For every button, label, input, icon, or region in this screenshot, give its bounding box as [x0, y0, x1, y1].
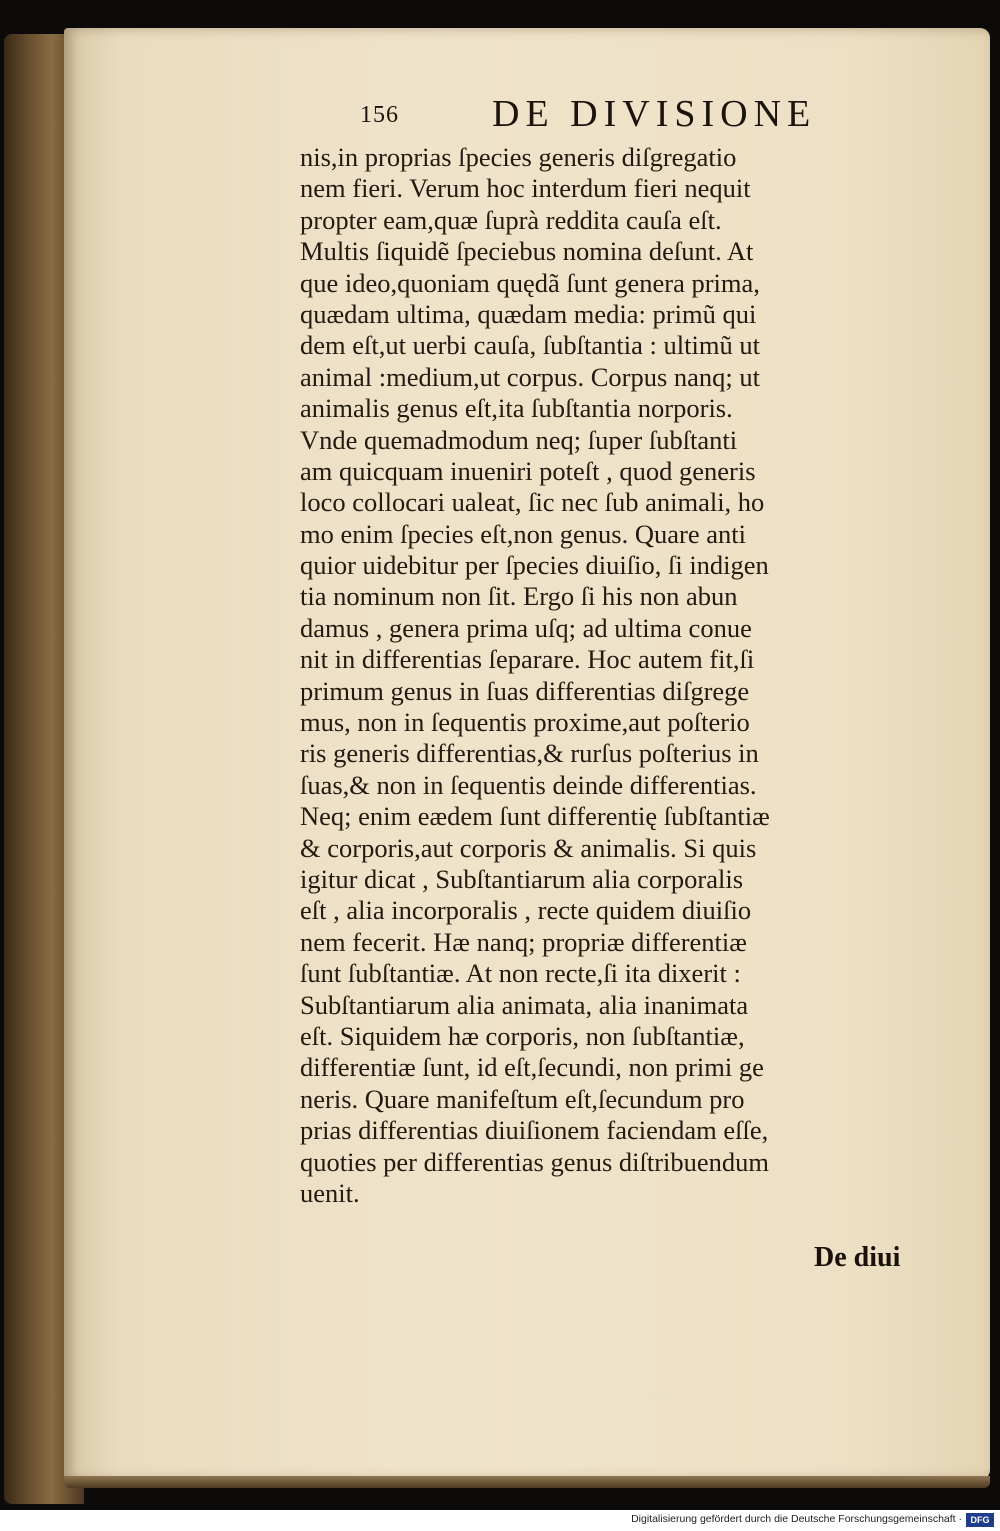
page-number: 156 — [360, 102, 399, 128]
text-line: nem fieri. Verum hoc interdum fieri nequit — [300, 173, 751, 204]
page-edge — [64, 1476, 990, 1488]
text-line: que ideo,quoniam quędã ſunt genera prima, — [300, 267, 760, 298]
catchword: De diui — [814, 1242, 901, 1273]
running-head-title: DE DIVISIONE — [492, 93, 817, 135]
text-line: animal :medium,ut corpus. Corpus nanq; ut — [300, 361, 761, 392]
text-line: uenit. — [300, 1177, 360, 1208]
text-line: ſuas,& non in ſequentis deinde differentias. — [300, 769, 757, 800]
text-line: nis,in proprias ſpecies generis diſgregatio — [300, 142, 737, 172]
text-line: damus , genera prima uſq; ad ultima conue — [300, 612, 752, 643]
text-line: am quicquam inueniri poteſt , quod generis — [300, 455, 756, 486]
text-line: eſt , alia incorporalis , recte quidem diuiſio — [300, 895, 752, 926]
text-line: ſunt ſubſtantiæ. At non recte,ſi ita dixerit : — [300, 958, 741, 989]
text-line: animalis genus eſt,ita ſubſtantia norporis. — [300, 393, 733, 424]
text-line: nit in differentias ſeparare. Hoc autem fit,ſi — [300, 644, 755, 675]
text-line: propter eam,quæ ſuprà reddita cauſa eſt. — [300, 204, 722, 235]
text-line: quoties per differentias genus diſtribuendum — [300, 1146, 770, 1177]
text-line: igitur dicat , Subſtantiarum alia corporalis — [300, 863, 744, 894]
text-line: differentiæ ſunt, id eſt,ſecundi, non primi ge — [300, 1052, 764, 1083]
dfg-logo-icon: DFG — [966, 1513, 994, 1527]
text-line: Neq; enim eædem ſunt differentię ſubſtantiæ — [300, 801, 770, 832]
text-line: dem eſt,ut uerbi cauſa, ſubſtantia : ultimũ ut — [300, 330, 760, 361]
text-line: Subſtantiarum alia animata, alia inanimata — [300, 989, 749, 1020]
funding-note: Digitalisierung gefördert durch die Deutsche Forschungsgemeinschaft · — [631, 1513, 962, 1525]
text-line: quior uidebitur per ſpecies diuiſio, ſi indigen — [300, 550, 769, 581]
text-line: ris generis differentias,& rurſus poſterius in — [300, 738, 759, 769]
text-line: loco collocari ualeat, ſic nec ſub animali, ho — [300, 487, 765, 518]
text-line: tia nominum non ſit. Ergo ſi his non abun — [300, 581, 738, 612]
text-line: Multis ſiquidẽ ſpeciebus nomina deſunt. At — [300, 236, 754, 267]
body-text — [300, 142, 970, 1209]
text-line: primum genus in ſuas differentias diſgrege — [300, 675, 750, 706]
text-line: eſt. Siquidem hæ corporis, non ſubſtantiæ, — [300, 1020, 745, 1051]
text-line: Vnde quemadmodum neq; ſuper ſubſtanti — [300, 424, 738, 455]
text-line: & corporis,aut corporis & animalis. Si quis — [300, 832, 757, 863]
footer-bar — [0, 1510, 1000, 1531]
text-line: prias differentias diuiſionem faciendam eſſe, — [300, 1115, 769, 1146]
text-line: mus, non in ſequentis proxime,aut poſterio — [300, 707, 750, 738]
text-line: neris. Quare manifeſtum eſt,ſecundum pro — [300, 1083, 745, 1114]
running-head — [360, 92, 880, 140]
text-line: mo enim ſpecies eſt,non genus. Quare anti — [300, 518, 746, 549]
text-line: nem fecerit. Hæ nanq; propriæ differentiæ — [300, 926, 747, 957]
text-line: quædam ultima, quædam media: primũ qui — [300, 298, 757, 329]
